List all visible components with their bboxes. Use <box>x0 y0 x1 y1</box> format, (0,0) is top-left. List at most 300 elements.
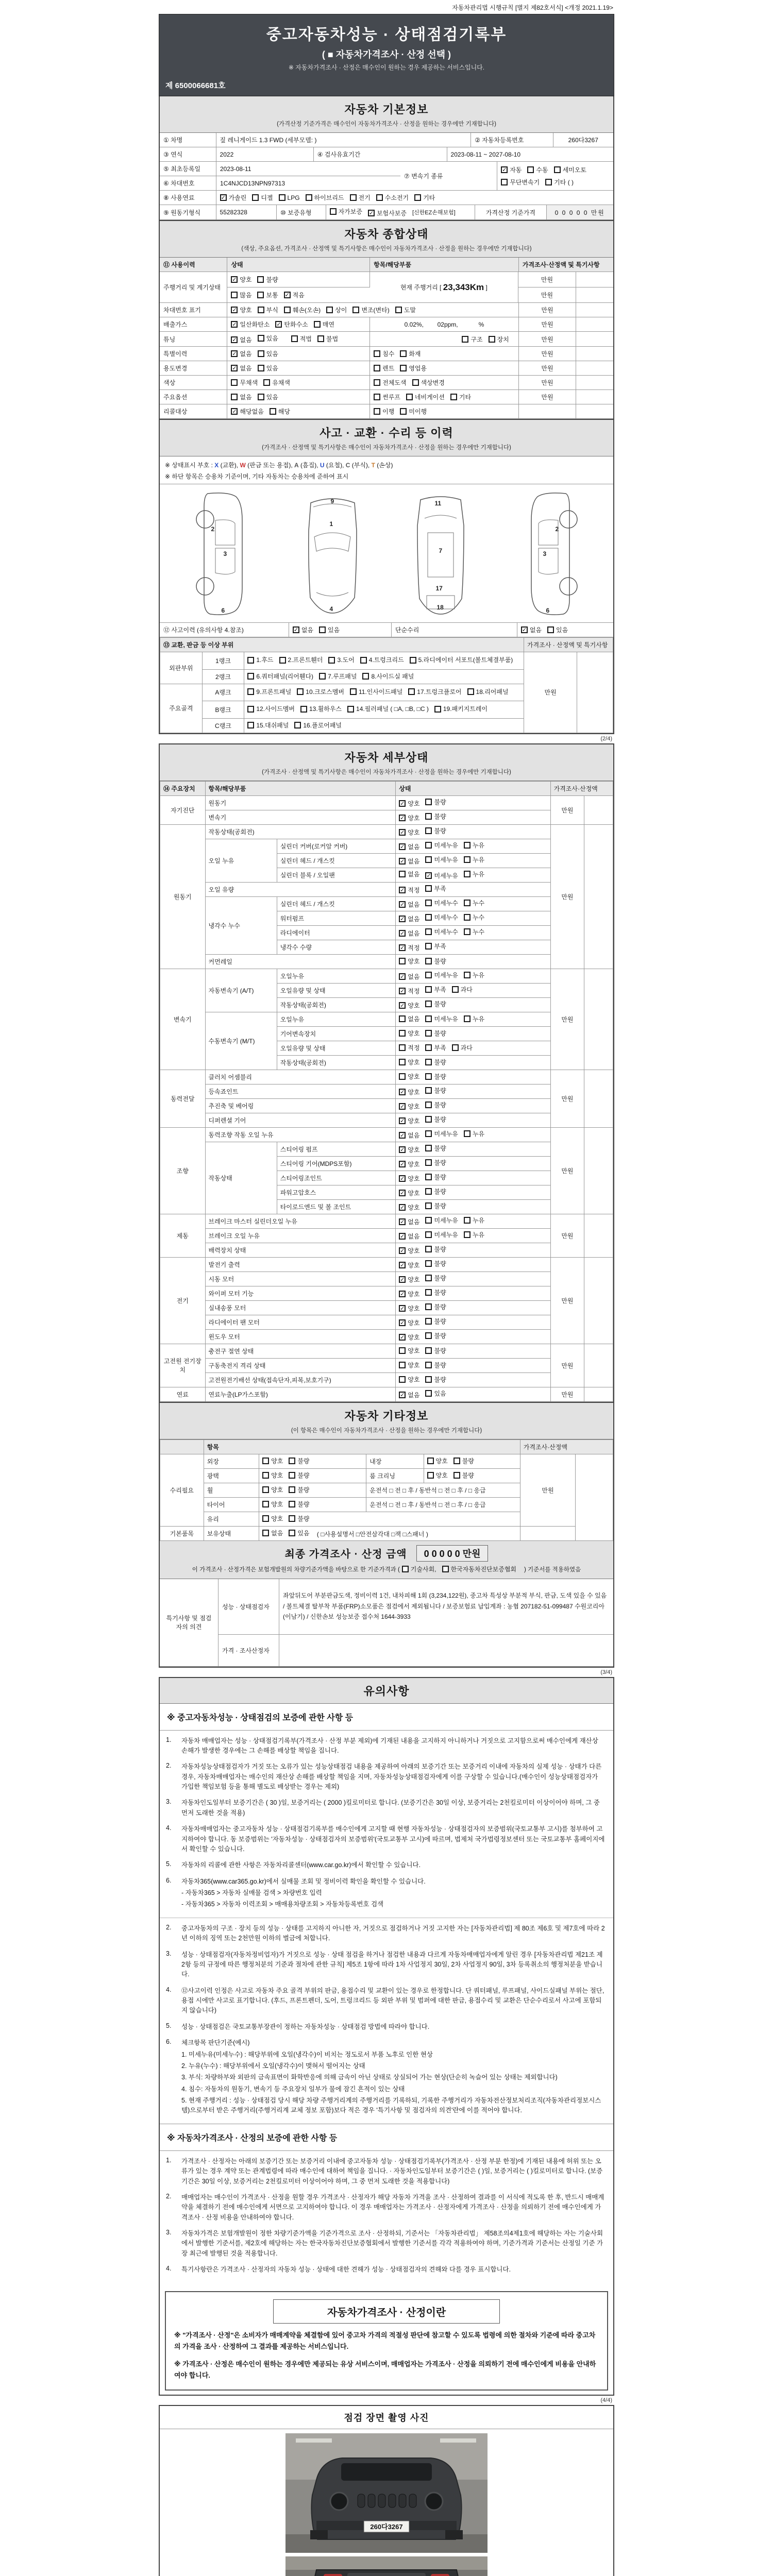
checkbox[interactable] <box>306 194 312 201</box>
checkbox[interactable]: ✓ <box>284 292 290 298</box>
checkbox[interactable] <box>425 1015 432 1022</box>
checkbox[interactable] <box>425 1390 432 1397</box>
price-cell: 만원 <box>550 969 584 1070</box>
checkbox[interactable]: ✓ <box>400 1089 405 1095</box>
checkbox[interactable] <box>527 166 534 173</box>
checkbox[interactable] <box>425 1116 432 1123</box>
option <box>425 841 458 850</box>
notice-item-text: 자동차매매업자는 중고자동차 성능 · 상태점검기록부를 매수인에게 고지할 때 현행 자동차성능 · 상태점검자의 보증범위(국토교통부 고시)를 첨부하여 고지하여야 합니다. 동 보증범위는 '자동차성능 · 상태점검자의 보증범위'(국토교통부 고시)에 따르며, 법제처 국가법령정보센터 또는 국토교통부 홈페이지에서 확인할 수 있습니다. <box>181 1825 605 1853</box>
checkbox[interactable]: ✓ <box>232 321 237 328</box>
option <box>399 1391 419 1399</box>
checkbox[interactable]: ✓ <box>400 1306 405 1312</box>
checkbox[interactable] <box>425 1059 432 1065</box>
checkbox[interactable] <box>262 1515 269 1522</box>
state-options <box>396 896 550 911</box>
checkbox[interactable] <box>330 208 337 215</box>
checkbox[interactable] <box>554 166 561 173</box>
checkbox[interactable]: ✓ <box>400 815 405 821</box>
option <box>399 1246 419 1255</box>
checkbox[interactable]: ✓ <box>400 1205 405 1211</box>
checkbox[interactable] <box>425 1318 432 1325</box>
option-label: 있음 <box>266 335 278 342</box>
notice-item-subtext: 4. 침수: 자동차의 원동기, 변속기 등 주요장치 일부가 물에 잠긴 흔적이 있는 상태 <box>181 2085 405 2093</box>
item-label: 연료누출(LP가스포함) <box>205 1387 396 1401</box>
option <box>294 721 342 730</box>
fuel-options <box>216 191 613 205</box>
checkbox[interactable]: ✓ <box>221 195 226 201</box>
checkbox[interactable]: ✓ <box>400 1161 405 1167</box>
checkbox[interactable] <box>247 706 254 713</box>
checkbox[interactable] <box>279 194 285 201</box>
checkbox[interactable]: ✓ <box>400 945 405 951</box>
option <box>399 814 419 822</box>
option <box>293 625 313 634</box>
item-label: 커먼레일 <box>205 954 396 969</box>
option-label: 불량 <box>434 1159 446 1166</box>
checkbox[interactable]: ✓ <box>400 1190 405 1196</box>
checkbox[interactable] <box>252 194 259 201</box>
checkbox[interactable]: ✓ <box>293 627 299 633</box>
checkbox[interactable] <box>450 394 457 400</box>
checkbox[interactable] <box>399 1347 406 1354</box>
option-label: 양호 <box>408 1146 420 1154</box>
checkbox[interactable] <box>270 408 276 415</box>
checkbox[interactable] <box>425 885 432 892</box>
checkbox[interactable] <box>406 394 413 400</box>
checkbox[interactable] <box>347 706 354 713</box>
checkbox[interactable] <box>262 1458 269 1464</box>
checkbox[interactable]: ✓ <box>276 321 281 328</box>
item-label: 배력장치 상태 <box>205 1243 396 1257</box>
checkbox[interactable] <box>294 722 301 728</box>
checkbox[interactable] <box>425 1246 432 1252</box>
option <box>258 334 278 343</box>
option <box>399 1116 419 1125</box>
checkbox[interactable] <box>464 1130 470 1137</box>
option <box>399 1232 419 1241</box>
option <box>425 999 446 1008</box>
option-label: 있음 <box>297 1529 310 1537</box>
checkbox[interactable] <box>425 1275 432 1281</box>
car-diagram-top <box>396 489 486 617</box>
notice-item-number: 4. <box>166 2265 172 2273</box>
checkbox[interactable] <box>425 1202 432 1209</box>
checkbox[interactable] <box>425 856 432 863</box>
checkbox[interactable] <box>425 1260 432 1267</box>
color-change-options <box>370 376 519 390</box>
checkbox[interactable] <box>262 1501 269 1507</box>
checkbox[interactable] <box>395 307 402 313</box>
checkbox[interactable] <box>425 1101 432 1108</box>
checkbox[interactable] <box>374 394 380 400</box>
checkbox[interactable]: ✓ <box>232 277 237 283</box>
state-options <box>396 1041 550 1055</box>
notice-item-text: ⑫사고이력 인정은 사고로 자동차 주요 골격 부위의 판금, 용접수리 및 교환이 있는 경우로 한정합니다. 단 쿼터패널, 루프패널, 사이드실패널 부위는 절단, 용접 시에만 사고로 표기합니다. (후드, 프론트펜더, 도어, 트렁크리드 등 외판 부위 및 범퍼에 대한 판금, 용접수리 및 교환은 단순수리로서 사고에 포함되지 않습니다) <box>181 1987 604 2014</box>
checkbox[interactable] <box>400 365 407 371</box>
option <box>319 625 340 634</box>
checkbox[interactable] <box>400 350 407 357</box>
notice-item <box>160 1920 613 1946</box>
detail-row <box>160 896 613 911</box>
option-label: 없음 <box>240 350 252 358</box>
checkbox[interactable]: ✓ <box>232 365 237 371</box>
checkbox[interactable]: ✓ <box>232 307 237 313</box>
option-label: 불량 <box>434 1289 446 1296</box>
sub-item-label: 타이로드엔드 및 볼 조인트 <box>277 1199 396 1214</box>
checkbox[interactable] <box>425 1030 432 1037</box>
etc-title: 자동차 기타정보 <box>344 1409 429 1422</box>
price-note-cell <box>576 361 613 376</box>
etc-polish-label: 광택 <box>204 1468 259 1483</box>
checkbox[interactable] <box>352 307 359 313</box>
checkbox[interactable] <box>425 1188 432 1195</box>
checkbox[interactable] <box>434 706 441 713</box>
etc-tire-options <box>259 1497 366 1512</box>
checkbox[interactable] <box>262 1472 269 1479</box>
checkbox[interactable] <box>247 688 254 695</box>
rank1-options <box>244 652 524 670</box>
checkbox[interactable]: ✓ <box>400 1392 405 1398</box>
option-label: 없음 <box>408 901 420 908</box>
checkbox[interactable] <box>374 365 380 371</box>
checkbox[interactable]: ✓ <box>400 1233 405 1240</box>
checkbox[interactable] <box>399 1362 406 1368</box>
option <box>262 1529 283 1537</box>
checkbox[interactable]: ✓ <box>400 1277 405 1283</box>
checkbox[interactable] <box>257 276 264 283</box>
state-options <box>396 1199 550 1214</box>
checkbox[interactable] <box>258 307 264 313</box>
detail-row <box>160 1372 613 1387</box>
final-price-amount: 0 0 0 0 0 만원 <box>416 1545 489 1562</box>
detail-row <box>160 1142 613 1156</box>
checkbox[interactable] <box>279 657 286 664</box>
option <box>399 886 419 894</box>
checkbox[interactable] <box>247 673 254 680</box>
checkbox[interactable] <box>262 1486 269 1493</box>
checkbox[interactable]: ✓ <box>400 1291 405 1297</box>
checkbox[interactable] <box>326 307 333 313</box>
checkbox[interactable] <box>231 394 238 400</box>
checkbox[interactable]: ✓ <box>400 916 405 922</box>
option <box>231 275 251 284</box>
checkbox[interactable] <box>297 688 304 695</box>
checkbox[interactable] <box>453 1472 460 1479</box>
mileage-state-options <box>227 272 369 287</box>
checkbox[interactable]: ✓ <box>400 858 405 865</box>
price-cell: 만원 <box>550 1257 584 1344</box>
checkbox[interactable] <box>362 673 369 680</box>
mileage-label: 주행거리 및 계기상태 <box>160 272 227 303</box>
detail-row <box>160 1012 613 1026</box>
checkbox[interactable] <box>425 1174 432 1180</box>
checkbox[interactable] <box>467 688 474 695</box>
checkbox[interactable] <box>412 379 419 386</box>
checkbox[interactable]: ✓ <box>400 1219 405 1225</box>
checkbox[interactable] <box>425 1087 432 1094</box>
legend-desc: (부식), <box>350 462 372 469</box>
checkbox[interactable] <box>399 1015 406 1022</box>
notice-item-number: 2. <box>166 2192 172 2200</box>
checkbox[interactable] <box>464 1231 470 1238</box>
option-label: 불량 <box>434 1116 446 1123</box>
simple-repair-options <box>517 623 613 637</box>
checkbox[interactable] <box>328 657 335 664</box>
checkbox[interactable] <box>425 928 432 935</box>
option <box>464 870 484 878</box>
checkbox[interactable]: ✓ <box>400 1334 405 1341</box>
diagram-number: 17 <box>435 585 443 592</box>
checkbox[interactable]: ✓ <box>522 627 527 633</box>
checkbox[interactable] <box>425 1145 432 1151</box>
option-label: 양호 <box>408 958 420 965</box>
option <box>258 349 278 358</box>
option-label: 불량 <box>434 813 446 820</box>
checkbox[interactable] <box>399 871 406 877</box>
checkbox[interactable] <box>289 1501 295 1507</box>
checkbox[interactable] <box>350 688 357 695</box>
option <box>231 393 251 401</box>
checkbox[interactable] <box>425 1289 432 1296</box>
option-label: 침수 <box>382 350 395 358</box>
detail-row <box>160 1329 613 1344</box>
checkbox[interactable] <box>350 194 357 201</box>
checkbox[interactable]: ✓ <box>400 1248 405 1254</box>
checkbox[interactable] <box>425 1303 432 1310</box>
checkbox[interactable] <box>464 1015 470 1022</box>
option <box>399 1375 419 1384</box>
checkbox[interactable] <box>547 626 554 633</box>
checkbox[interactable]: ✓ <box>400 988 405 994</box>
accident-history-options <box>289 623 392 637</box>
option-label: 수소전기 <box>384 194 409 201</box>
checkbox[interactable] <box>231 292 238 298</box>
checkbox[interactable]: ✓ <box>400 930 405 937</box>
option <box>425 1331 446 1340</box>
checkbox[interactable] <box>425 842 432 849</box>
checkbox[interactable]: ✓ <box>400 1176 405 1182</box>
checkbox[interactable] <box>408 688 415 695</box>
checkbox[interactable] <box>425 1001 432 1007</box>
option <box>399 1160 419 1168</box>
checkbox[interactable] <box>291 335 298 342</box>
checkbox[interactable] <box>317 335 324 342</box>
checkbox[interactable]: ✓ <box>232 337 237 343</box>
photo-front <box>285 2433 488 2555</box>
option-label: 양호 <box>408 800 420 807</box>
etc-col-price: 가격조사·산정액 <box>520 1439 613 1454</box>
checkbox[interactable] <box>263 379 270 386</box>
checkbox[interactable] <box>289 1530 295 1536</box>
checkbox[interactable] <box>284 307 291 313</box>
option <box>247 686 291 698</box>
checkbox[interactable] <box>501 179 508 185</box>
checkbox[interactable] <box>464 842 470 849</box>
emission-options <box>227 317 370 332</box>
checkbox[interactable] <box>399 1376 406 1383</box>
checkbox[interactable] <box>425 1332 432 1339</box>
checkbox[interactable] <box>425 813 432 820</box>
checkbox[interactable]: ✓ <box>502 167 507 174</box>
checkbox[interactable] <box>289 1486 295 1493</box>
checkbox[interactable] <box>425 972 432 978</box>
option <box>399 1174 419 1183</box>
rankC-options <box>244 718 524 733</box>
option <box>368 209 407 217</box>
option <box>263 378 290 387</box>
checkbox[interactable]: ✓ <box>400 1320 405 1326</box>
checkbox[interactable] <box>374 408 380 415</box>
checkbox[interactable] <box>258 394 264 400</box>
checkbox[interactable] <box>258 335 264 342</box>
checkbox[interactable] <box>442 1566 449 1572</box>
price-cell: 만원 <box>519 332 577 347</box>
option-label: 양호 <box>408 1089 420 1096</box>
checkbox[interactable] <box>425 1044 432 1051</box>
checkbox[interactable] <box>374 350 380 357</box>
checkbox[interactable] <box>545 179 552 185</box>
checkbox[interactable] <box>453 1458 460 1464</box>
sub-item-label: 기어변속장치 <box>277 1026 396 1041</box>
checkbox[interactable] <box>410 657 416 664</box>
price-cell: 만원 <box>518 287 576 303</box>
checkbox[interactable] <box>402 1566 409 1572</box>
checkbox[interactable] <box>464 1217 470 1224</box>
checkbox[interactable] <box>258 365 264 371</box>
checkbox[interactable] <box>425 1362 432 1368</box>
checkbox[interactable]: ✓ <box>426 873 431 879</box>
device-label: 제동 <box>160 1214 206 1257</box>
checkbox[interactable] <box>247 657 254 664</box>
checkbox[interactable] <box>464 871 470 877</box>
checkbox[interactable]: ✓ <box>400 829 405 836</box>
checkbox[interactable]: ✓ <box>232 409 237 415</box>
checkbox[interactable] <box>452 986 459 993</box>
checkbox[interactable] <box>376 194 383 201</box>
checkbox[interactable] <box>399 1059 406 1065</box>
checkbox[interactable]: ✓ <box>400 1147 405 1153</box>
appraiser-opinion <box>279 1635 613 1667</box>
checkbox[interactable] <box>425 1217 432 1224</box>
checkbox[interactable] <box>464 928 470 935</box>
option <box>399 1361 419 1369</box>
checkbox[interactable] <box>247 722 254 728</box>
diagram-number: 3 <box>223 550 227 557</box>
checkbox[interactable]: ✓ <box>400 801 405 807</box>
checkbox[interactable] <box>427 1472 434 1479</box>
recall-label: 리콜대상 <box>160 404 227 419</box>
option-label: 적법 <box>299 335 312 343</box>
etc-roomclean-options <box>424 1468 520 1483</box>
checkbox[interactable] <box>231 379 238 386</box>
vin-value: 1C4NJCD13NPN97313 <box>216 176 400 191</box>
checkbox[interactable] <box>399 1073 406 1080</box>
checkbox[interactable]: ✓ <box>400 1104 405 1110</box>
checkbox[interactable] <box>425 986 432 993</box>
checkbox[interactable] <box>414 194 421 201</box>
checkbox[interactable]: ✓ <box>400 974 405 980</box>
checkbox[interactable] <box>425 1231 432 1238</box>
checkbox[interactable] <box>399 1030 406 1037</box>
checkbox[interactable] <box>425 900 432 906</box>
checkbox[interactable] <box>400 408 407 415</box>
option <box>425 1158 446 1167</box>
notice-item-text: 특기사항란은 가격조사 · 산정자의 자동차 성능 · 상태에 대한 견해가 성능 · 상태점검자의 견해와 다를 경우 표시합니다. <box>181 2266 511 2274</box>
option-label: 15.대쉬패널 <box>256 722 289 729</box>
checkbox[interactable]: ✓ <box>400 887 405 893</box>
checkbox[interactable]: ✓ <box>400 1262 405 1268</box>
state-options <box>396 1055 550 1070</box>
diagram-number: 1 <box>329 520 333 528</box>
checkbox[interactable] <box>257 292 264 298</box>
checkbox[interactable] <box>464 856 470 863</box>
checkbox[interactable] <box>464 900 470 906</box>
option <box>330 207 362 216</box>
checkbox[interactable] <box>425 1073 432 1080</box>
diagram-number: 6 <box>221 607 225 614</box>
base-price-value: 0 0 0 0 0 만원 <box>547 205 613 220</box>
checkbox[interactable] <box>427 1458 434 1464</box>
checkbox[interactable]: ✓ <box>400 1118 405 1124</box>
checkbox[interactable] <box>399 958 406 964</box>
checkbox[interactable] <box>425 1347 432 1354</box>
checkbox[interactable]: ✓ <box>400 844 405 850</box>
checkbox[interactable]: ✓ <box>232 351 237 357</box>
option <box>350 686 402 698</box>
checkbox[interactable] <box>289 1515 295 1522</box>
checkbox[interactable]: ✓ <box>400 902 405 908</box>
checkbox[interactable] <box>425 1130 432 1137</box>
checkbox[interactable] <box>262 1530 269 1536</box>
checkbox[interactable] <box>464 972 470 978</box>
checkbox[interactable] <box>399 1044 406 1051</box>
options-kind-options <box>370 390 519 404</box>
option <box>262 1514 283 1523</box>
checkbox[interactable] <box>289 1458 295 1464</box>
state-options <box>396 1372 550 1387</box>
state-options <box>396 824 550 839</box>
price-cell: 만원 <box>550 824 584 969</box>
checkbox[interactable] <box>360 657 367 664</box>
checkbox[interactable] <box>258 350 264 357</box>
diagram-number: 3 <box>543 550 547 557</box>
checkbox[interactable] <box>319 673 326 680</box>
checkbox[interactable] <box>319 626 326 633</box>
checkbox[interactable] <box>425 958 432 964</box>
device-label: 연료 <box>160 1387 206 1401</box>
checkbox[interactable]: ✓ <box>400 1003 405 1009</box>
option <box>262 1471 283 1480</box>
checkbox[interactable]: ✓ <box>368 210 374 216</box>
checkbox[interactable] <box>452 1044 459 1051</box>
checkbox[interactable] <box>425 943 432 950</box>
checkbox[interactable] <box>374 379 380 386</box>
option-label: 불량 <box>462 1472 474 1479</box>
checkbox[interactable] <box>462 336 468 343</box>
checkbox[interactable] <box>425 1159 432 1166</box>
checkbox[interactable] <box>314 321 321 328</box>
checkbox[interactable] <box>489 336 495 343</box>
option-label: 양호 <box>408 1030 420 1037</box>
checkbox[interactable]: ✓ <box>400 1132 405 1139</box>
checkbox[interactable] <box>300 706 307 713</box>
checkbox[interactable] <box>425 1376 432 1383</box>
checkbox[interactable] <box>425 914 432 921</box>
checkbox[interactable] <box>425 827 432 834</box>
checkbox[interactable] <box>289 1472 295 1479</box>
checkbox[interactable] <box>425 799 432 805</box>
checkbox[interactable] <box>464 914 470 921</box>
